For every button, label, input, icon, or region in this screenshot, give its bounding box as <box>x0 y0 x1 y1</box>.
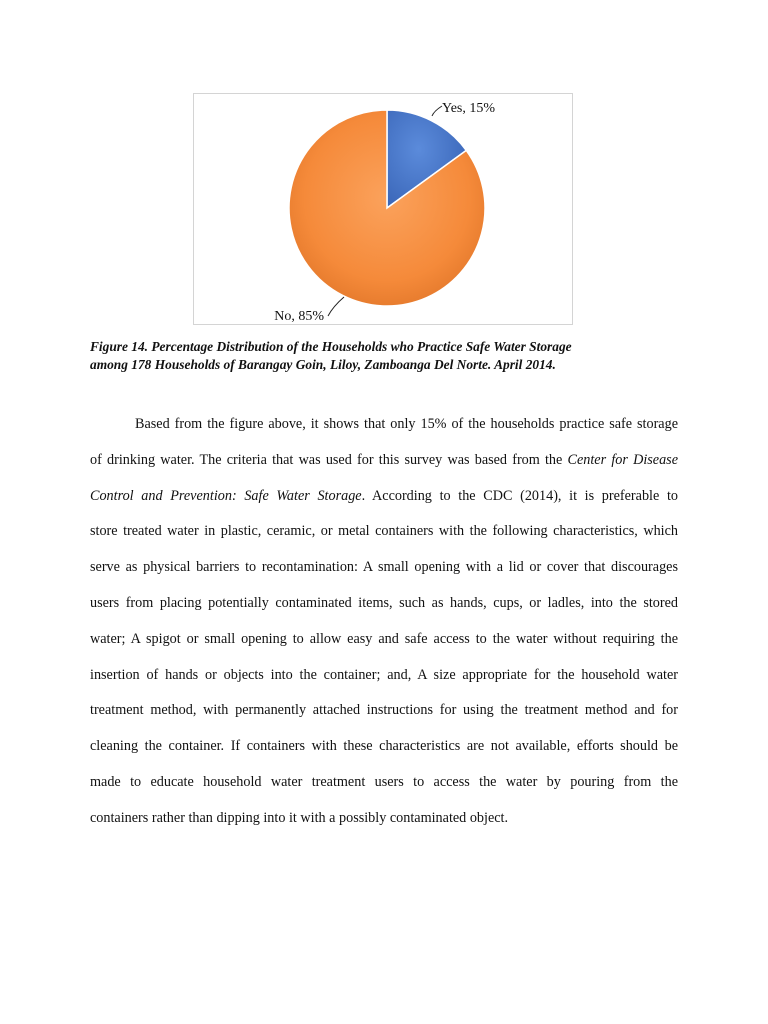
body-paragraph <box>90 412 678 842</box>
data-label-no: No, 85% <box>274 309 324 324</box>
paragraph-line-11: made to educate household water treatment users to access the water by pouring from the <box>90 773 678 790</box>
paragraph-line-12: containers rather than dipping into it with a possibly contaminated object. <box>90 809 509 826</box>
caption-line-2: among 178 Households of Barangay Goin, Liloy, Zamboanga Del Norte. April 2014. <box>90 357 556 372</box>
paragraph-line-5: serve as physical barriers to recontamination: A small opening with a lid or cover that discourages <box>90 559 678 576</box>
figure-caption <box>90 338 690 374</box>
paragraph-line-2 <box>90 448 678 484</box>
paragraph-line-6: users from placing potentially contaminated items, such as hands, cups, or ladles, into the stored <box>90 594 678 611</box>
cdc-title-part-1: Center for Disease <box>567 451 678 468</box>
leader-line-no <box>328 297 344 316</box>
paragraph-line-10: cleaning the container. If containers with these characteristics are not available, efforts should be <box>90 738 678 755</box>
paragraph-line-4: store treated water in plastic, ceramic, or metal containers with the following characteristics, which <box>90 523 678 540</box>
paragraph-line-7: water; A spigot or small opening to allow easy and safe access to the water without requiring the <box>90 630 678 647</box>
paragraph-line-3-text: . According to the CDC (2014), it is preferable to <box>361 487 678 504</box>
paragraph-line-9: treatment method, with permanently attached instructions for using the treatment method and for <box>90 702 678 719</box>
pie-chart <box>194 94 574 326</box>
leader-line-yes <box>432 106 442 116</box>
paragraph-line-3 <box>90 484 678 520</box>
pie-slices <box>289 110 485 306</box>
paragraph-line-1: Based from the figure above, it shows that only 15% of the households practice safe storage <box>135 416 678 432</box>
cdc-title-part-2: Control and Prevention: Safe Water Storage <box>90 487 362 504</box>
data-label-yes: Yes, 15% <box>442 101 496 116</box>
paragraph-line-8: insertion of hands or objects into the container; and, A size appropriate for the household water <box>90 666 678 683</box>
caption-line-1: Figure 14. Percentage Distribution of the Households who Practice Safe Water Storage <box>90 339 572 354</box>
pie-chart-frame <box>193 93 573 325</box>
paragraph-line-2-text: of drinking water. The criteria that was used for this survey was based from the <box>90 451 568 468</box>
